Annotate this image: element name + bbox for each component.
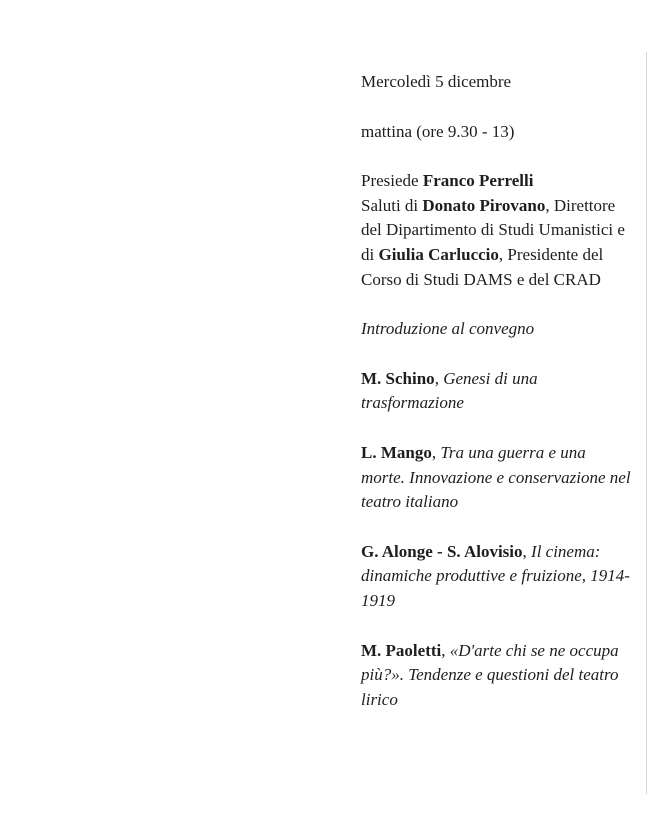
speaker1-name: Donato Pirovano <box>422 195 546 215</box>
day-heading: Mercoledì 5 dicembre <box>361 72 512 91</box>
greetings-prefix: Saluti di <box>361 195 423 215</box>
session-time: mattina (ore 9.30 - 13) <box>361 121 515 141</box>
talk-title: Genesi di una trasformazione <box>361 368 538 413</box>
talk-speaker: M. Paoletti <box>361 640 442 660</box>
talk-separator: , <box>522 541 532 561</box>
speaker1-role: , Direttore del Dipartimento di Studi Umanistici e di <box>361 195 625 264</box>
talk-speaker: L. Mango <box>361 442 432 462</box>
chair-prefix: Presiede <box>361 171 423 191</box>
talk-separator: , <box>431 442 441 462</box>
talk-speaker: M. Schino <box>361 368 435 388</box>
introduction <box>361 317 631 342</box>
chair-name: Franco Perrelli <box>422 171 534 191</box>
talk-item <box>361 367 631 416</box>
talk-title: Tra una guerra e una morte. Innovazione e conservazione nel teatro italiano <box>361 442 631 512</box>
page-edge-line <box>646 52 647 794</box>
talk-item <box>361 639 631 713</box>
opening-paragraph <box>361 169 631 292</box>
talk-title: «D'arte chi se ne occupa più?». Tendenze e questioni del teatro lirico <box>361 640 619 709</box>
speaker2-role: , Presidente del Corso di Studi DAMS e del CRAD <box>361 244 604 289</box>
introduction-text: Introduzione al convegno <box>361 319 535 339</box>
talk-separator: , <box>441 640 450 660</box>
talk-title: Il cinema: dinamiche produttive e fruizione, 1914-1919 <box>361 541 630 610</box>
talk-item <box>361 540 631 614</box>
program-column <box>361 70 631 737</box>
talk-item <box>361 441 631 515</box>
talk-separator: , <box>434 368 444 388</box>
talk-speaker: G. Alonge - S. Alovisio <box>361 541 523 561</box>
speaker2-name: Giulia Carluccio <box>378 244 499 264</box>
